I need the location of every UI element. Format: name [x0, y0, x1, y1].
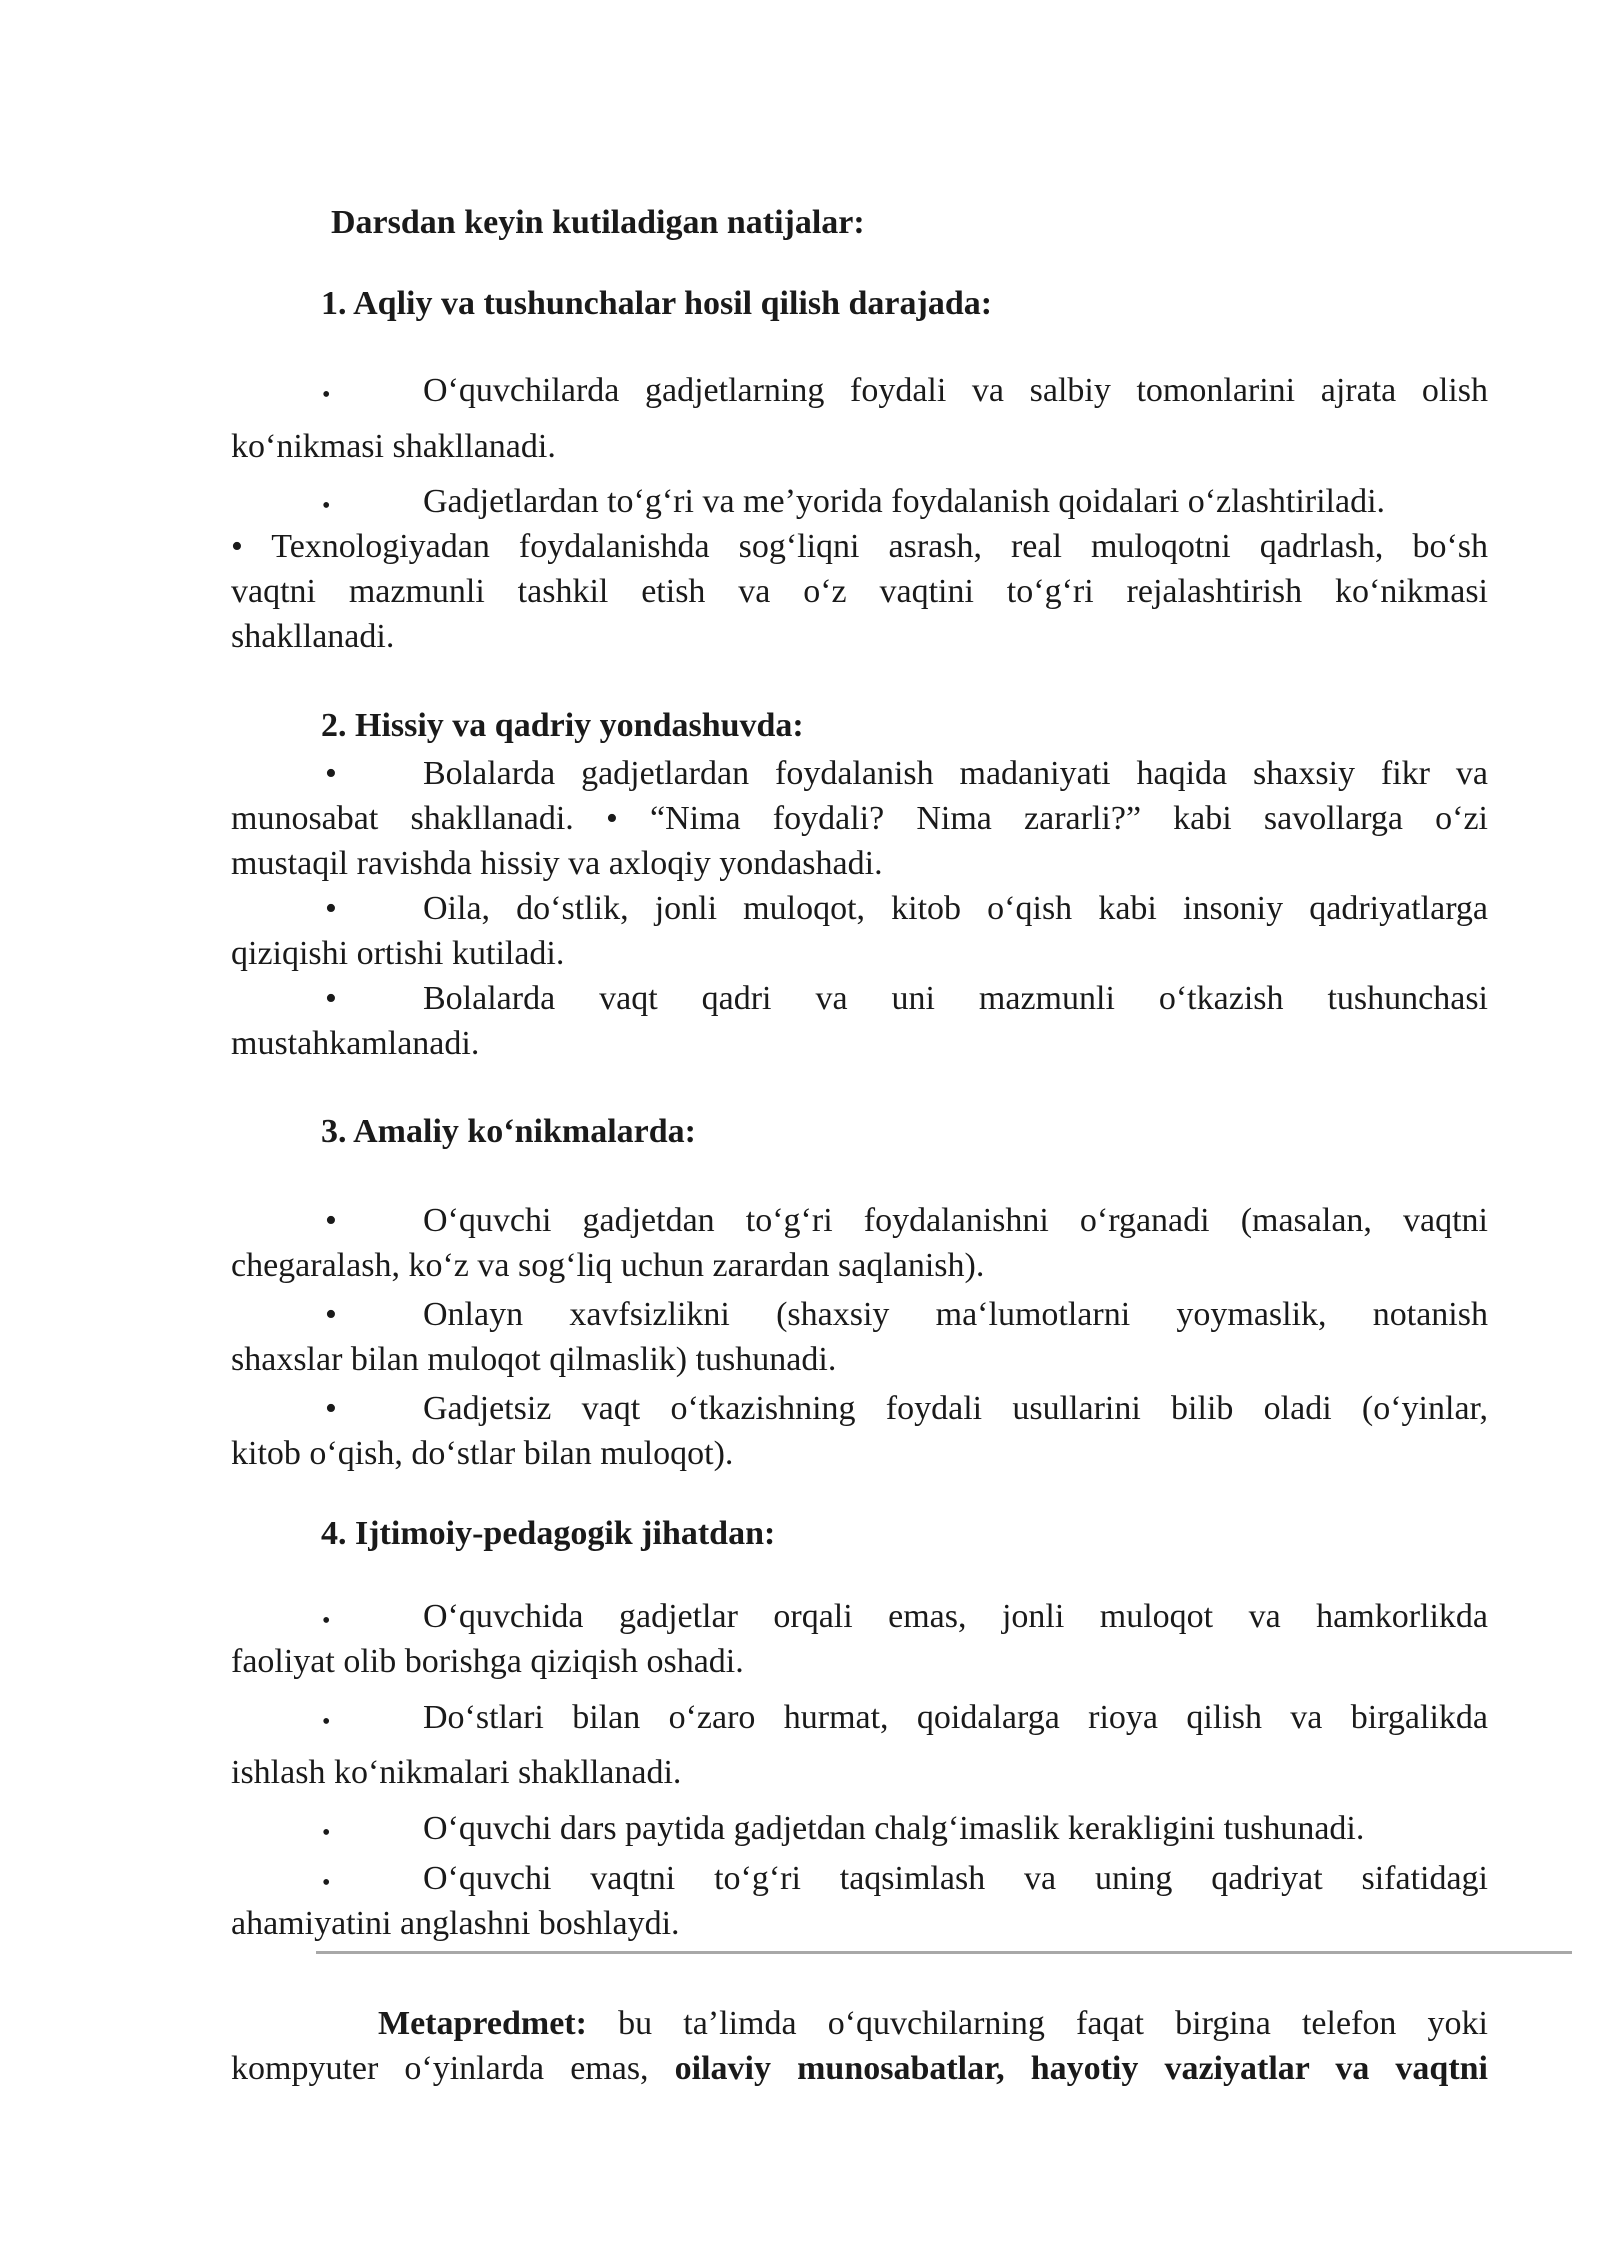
s4-line-7: ahamiyatini anglashni boshlaydi. — [231, 1905, 680, 1942]
metapredmet-text-2: kompyuter oʻyinlarda emas, — [231, 2050, 675, 2087]
s4-line-2: faoliyat olib borishga qiziqish oshadi. — [231, 1643, 744, 1680]
section-4-title: 4. Ijtimoiy-pedagogik jihatdan: — [321, 1515, 776, 1552]
metapredmet-label: Metapredmet: — [378, 2005, 587, 2042]
s4-line-3: Doʻstlari bilan oʻzaro hurmat, qoidalarga rioya qilish va birgalikda — [423, 1699, 1488, 1736]
bullet-marker: • — [322, 1709, 331, 1735]
s4-line-6: Oʻquvchi vaqtni toʻgʻri taqsimlash va uning qadriyat sifatidagi — [423, 1860, 1488, 1897]
metapredmet-line-2 — [231, 2047, 1488, 2091]
bullet-marker: • — [325, 1202, 337, 1239]
s2-line-7: mustahkamlanadi. — [231, 1025, 480, 1062]
section-2-title: 2. Hissiy va qadriy yondashuvda: — [321, 707, 804, 744]
bullet-marker: • — [322, 382, 331, 408]
s2-line-3: mustaqil ravishda hissiy va axloqiy yondashadi. — [231, 845, 883, 882]
s1-line-1: Oʻquvchilarda gadjetlarning foydali va salbiy tomonlarini ajrata olish — [423, 372, 1488, 409]
s3-line-6: kitob oʻqish, doʻstlar bilan muloqot). — [231, 1435, 734, 1472]
bullet-marker: • — [325, 890, 337, 927]
metapredmet-line-1 — [378, 2002, 1488, 2046]
s3-line-1: Oʻquvchi gadjetdan toʻgʻri foydalanishni oʻrganadi (masalan, vaqtni — [423, 1202, 1488, 1239]
page-heading: Darsdan keyin kutiladigan natijalar: — [331, 204, 865, 241]
section-3-title: 3. Amaliy koʻnikmalarda: — [321, 1113, 696, 1150]
s2-line-6: Bolalarda vaqt qadri va uni mazmunli oʻtkazish tushunchasi — [423, 980, 1488, 1017]
s1-line-2: koʻnikmasi shakllanadi. — [231, 428, 556, 465]
s1-line-4: • Texnologiyadan foydalanishda sogʻliqni asrash, real muloqotni qadrlash, boʻsh — [231, 528, 1488, 565]
s2-line-1: Bolalarda gadjetlardan foydalanish madaniyati haqida shaxsiy fikr va — [423, 755, 1488, 792]
bullet-marker: • — [325, 755, 337, 792]
s4-line-4: ishlash koʻnikmalari shakllanadi. — [231, 1754, 682, 1791]
s4-line-1: Oʻquvchida gadjetlar orqali emas, jonli muloqot va hamkorlikda — [423, 1598, 1488, 1635]
bullet-marker: • — [322, 1608, 331, 1634]
bullet-marker: • — [325, 1390, 337, 1427]
s2-line-5: qiziqishi ortishi kutiladi. — [231, 935, 565, 972]
s1-line-3: Gadjetlardan toʻgʻri va meʼyorida foydalanish qoidalari oʻzlashtiriladi. — [423, 483, 1386, 520]
bullet-marker: • — [322, 1820, 331, 1846]
s4-line-5: Oʻquvchi dars paytida gadjetdan chalgʻimaslik kerakligini tushunadi. — [423, 1810, 1365, 1847]
s3-line-4: shaxslar bilan muloqot qilmaslik) tushunadi. — [231, 1341, 837, 1378]
bullet-marker: • — [322, 493, 331, 519]
s1-line-6: shakllanadi. — [231, 618, 395, 655]
s3-line-5: Gadjetsiz vaqt oʻtkazishning foydali usullarini bilib oladi (oʻyinlar, — [423, 1390, 1488, 1427]
s2-line-4: Oila, doʻstlik, jonli muloqot, kitob oʻqish kabi insoniy qadriyatlarga — [423, 890, 1488, 927]
bullet-marker: • — [322, 1870, 331, 1896]
s2-line-2: munosabat shakllanadi. • “Nima foydali? Nima zararli?” kabi savollarga oʻzi — [231, 800, 1488, 837]
s3-line-3: Onlayn xavfsizlikni (shaxsiy maʻlumotlarni yoymaslik, notanish — [423, 1296, 1488, 1333]
bullet-marker: • — [325, 980, 337, 1017]
bullet-marker: • — [325, 1296, 337, 1333]
horizontal-divider — [316, 1951, 1572, 1954]
s3-line-2: chegaralash, koʻz va sogʻliq uchun zarardan saqlanish). — [231, 1247, 985, 1284]
section-1-title: 1. Aqliy va tushunchalar hosil qilish darajada: — [321, 285, 993, 322]
metapredmet-text-1: bu taʼlimda oʻquvchilarning faqat birgina telefon yoki — [586, 2005, 1488, 2042]
s1-line-5: vaqtni mazmunli tashkil etish va oʻz vaqtini toʻgʻri rejalashtirish koʻnikmasi — [231, 573, 1488, 610]
metapredmet-bold-2: oilaviy munosabatlar, hayotiy vaziyatlar va vaqtni — [674, 2050, 1489, 2087]
